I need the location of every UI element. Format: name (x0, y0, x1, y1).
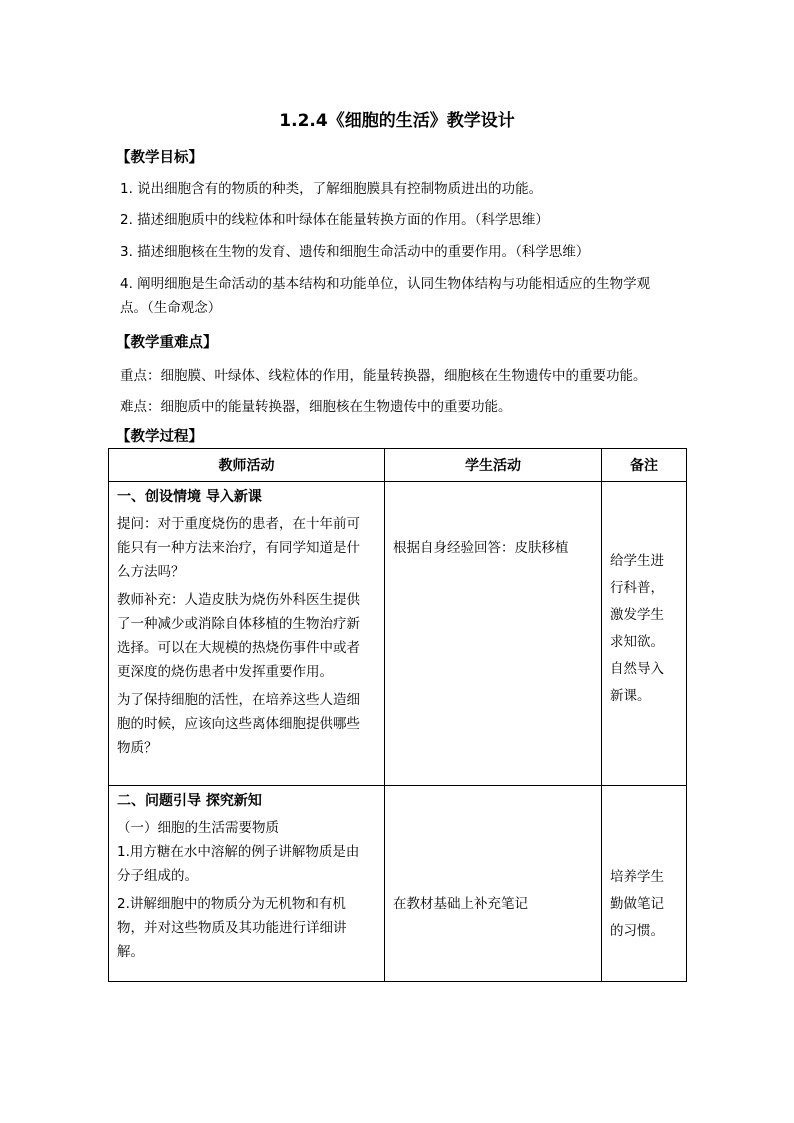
note-cell (602, 482, 687, 786)
process-heading: 【教学过程】 (116, 429, 203, 445)
text-line: 能只有一种方法来治疗，有同学知道是什 (117, 540, 360, 556)
note-line: 求知欲。 (610, 634, 664, 650)
note-line: 勤做笔记 (610, 896, 664, 912)
table-row (109, 482, 687, 786)
student-activity-cell (385, 786, 602, 982)
text-line: 更深度的烧伤患者中发挥重要作用。 (117, 664, 333, 680)
text-line: 选择。可以在大规模的热烧伤事件中或者 (117, 640, 360, 656)
student-activity-cell (385, 482, 602, 786)
text-line: 分子组成的。 (117, 868, 198, 884)
subsection-title: （一）细胞的生活需要物质 (117, 820, 279, 836)
note-line: 行科普， (610, 580, 664, 596)
text-line: 教师补充：人造皮肤为烧伤外科医生提供 (117, 592, 360, 608)
paragraph (109, 584, 384, 684)
text-line: 了一种减少或消除自体移植的生物治疗新 (117, 616, 360, 632)
note-line: 新课。 (610, 688, 651, 704)
text-line: 胞的时候，应该向这些离体细胞提供哪些 (117, 716, 360, 732)
text-line: 物质？ (117, 740, 158, 756)
section-title: 一、创设情境 导入新课 (117, 489, 262, 505)
table-header-row (109, 449, 687, 482)
section-title: 二、问题引导 探究新知 (117, 793, 262, 809)
keypoints-heading: 【教学重难点】 (116, 335, 218, 351)
paragraph (109, 684, 384, 760)
teacher-activity-cell (109, 786, 385, 982)
student-activity: 根据自身经验回答：皮肤移植 (393, 540, 569, 556)
note-line: 培养学生 (610, 869, 664, 885)
table-row (109, 786, 687, 982)
note-line: 激发学生 (610, 607, 664, 623)
goals-heading: 【教学目标】 (116, 150, 203, 166)
note (602, 482, 686, 710)
goal-item: 2. 描述细胞质中的线粒体和叶绿体在能量转换方面的作用。（科学思维） (120, 212, 549, 228)
paragraph (109, 888, 384, 964)
key-point: 重点：细胞膜、叶绿体、线粒体的作用，能量转换器，细胞核在生物遗传中的重要功能。 (120, 368, 647, 384)
goal-item: 3. 描述细胞核在生物的发育、遗传和细胞生命活动中的重要作用。（科学思维） (120, 244, 590, 260)
column-header: 学生活动 (385, 449, 602, 482)
paragraph (109, 840, 384, 888)
note-cell (602, 786, 687, 982)
column-header: 备注 (602, 449, 687, 482)
student-activity: 在教材基础上补充笔记 (393, 896, 528, 912)
process-table (108, 448, 687, 982)
text-line: 么方法吗？ (117, 564, 185, 580)
note-line: 自然导入 (610, 661, 664, 677)
text-line: 提问：对于重度烧伤的患者，在十年前可 (117, 516, 360, 532)
goal-item: 点。（生命观念） (120, 300, 222, 316)
teacher-activity-cell (109, 482, 385, 786)
paragraph (109, 508, 384, 584)
document-title: 1.2.4《细胞的生活》教学设计 (279, 111, 515, 131)
text-line: 解。 (117, 944, 144, 960)
text-line: 1.用方糖在水中溶解的例子讲解物质是由 (117, 844, 360, 860)
note-line: 给学生进 (610, 553, 664, 569)
column-header: 教师活动 (109, 449, 385, 482)
difficult-point: 难点：细胞质中的能量转换器，细胞核在生物遗传中的重要功能。 (120, 399, 512, 415)
text-line: 为了保持细胞的活性，在培养这些人造细 (117, 692, 360, 708)
text-line: 物，并对这些物质及其功能进行详细讲 (117, 920, 347, 936)
note (602, 786, 686, 945)
goal-item: 1. 说出细胞含有的物质的种类，了解细胞膜具有控制物质进出的功能。 (120, 181, 543, 197)
goal-item: 4. 阐明细胞是生命活动的基本结构和功能单位，认同生物体结构与功能相适应的生物学观 (120, 276, 651, 292)
text-line: 2.讲解细胞中的物质分为无机物和有机 (117, 896, 346, 912)
note-line: 的习惯。 (610, 923, 664, 939)
